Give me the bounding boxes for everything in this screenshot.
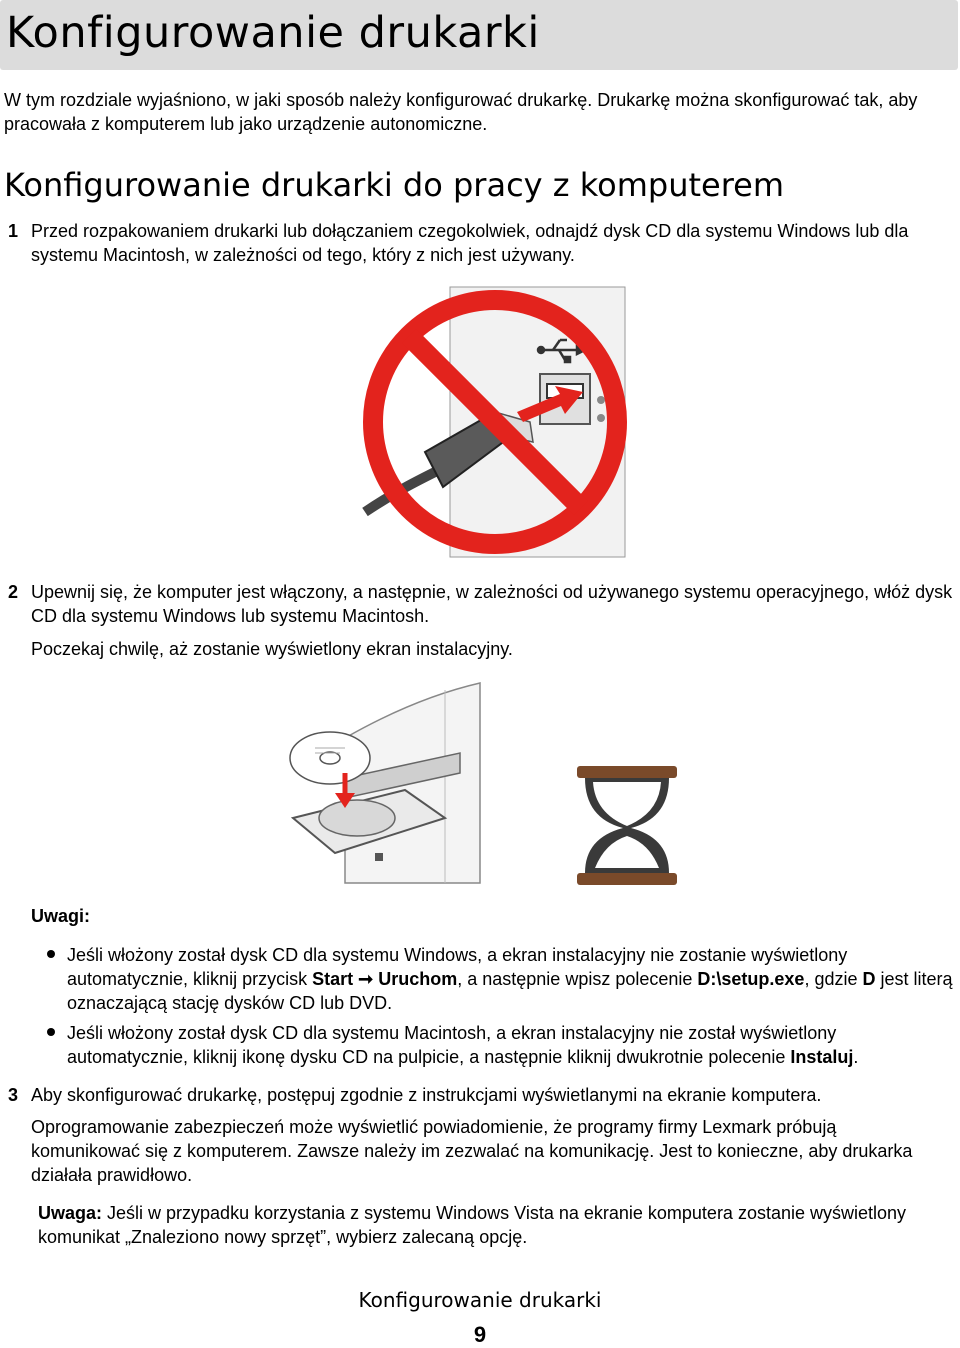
step-2-text: Upewnij się, że komputer jest włączony, a następnie, w zależności od używanego systemu operacyjnego, włóż dysk CD dla systemu Windows lub systemu Macintosh. [31, 582, 953, 626]
final-note: Uwaga: Jeśli w przypadku korzystania z systemu Windows Vista na ekranie komputera zostanie wyświetlony komunikat „Znaleziono nowy sprzęt”, wybierz zalecaną opcję. [38, 1203, 907, 1247]
step-3-number: 3 [8, 1085, 19, 1105]
bullet-marker-2 [47, 1028, 55, 1036]
step-2-number: 2 [8, 582, 19, 602]
step-2-subtext: Poczekaj chwilę, aż zostanie wyświetlony ekran instalacyjny. [31, 639, 513, 659]
step-1-number: 1 [8, 221, 19, 241]
section-title: Konfigurowanie drukarki do pracy z komputerem [4, 166, 785, 204]
step-3-subtext: Oprogramowanie zabezpieczeń może wyświetlić powiadomienie, że programy firmy Lexmark próbują komunikować się z komputerem. Zawsze należy im zezwalać na komunikację. Jest to konieczne, aby drukarka działała prawidłowo. [31, 1117, 913, 1185]
insert-cd-illustration [285, 678, 705, 888]
step-1-text: Przed rozpakowaniem drukarki lub dołączaniem czegokolwiek, odnajdź dysk CD dla systemu Windows lub dla systemu Macintosh, w zależności od tego, który z nich jest używany. [31, 221, 909, 265]
notes-heading: Uwagi: [31, 906, 91, 926]
step-3-text: Aby skonfigurować drukarkę, postępuj zgodnie z instrukcjami wyświetlanymi na ekranie komputera. [31, 1085, 822, 1105]
note-bullet-2: Jeśli włożony został dysk CD dla systemu Macintosh, a ekran instalacyjny nie został wyświetlony automatycznie, kliknij ikonę dysku CD na pulpicie, a następnie kliknij dwukrotnie polecenie Instaluj. [67, 1023, 859, 1067]
bullet-marker-1 [47, 950, 55, 958]
page-title-bar [0, 0, 958, 70]
hourglass-icon [577, 766, 677, 885]
page-number: 9 [473, 1322, 487, 1347]
note-bullet-1: Jeśli włożony został dysk CD dla systemu Windows, a ekran instalacyjny nie zostanie wyświetlony automatycznie, kliknij przycisk Start ➞ Uruchom, a następnie wpisz polecenie D:\setup.exe, gdzie D jest literą oznaczającą stację dysków CD lub DVD. [67, 945, 953, 1013]
intro-paragraph: W tym rozdziale wyjaśniono, w jaki sposób należy konfigurować drukarkę. Drukarkę można skonfigurować tak, aby pracowała z komputerem lub jako urządzenie autonomiczne. [4, 90, 918, 134]
footer-title: Konfigurowanie drukarki [358, 1288, 602, 1312]
cd-disc-icon [290, 732, 370, 784]
no-usb-illustration [355, 282, 635, 562]
page-title: Konfigurowanie drukarki [6, 8, 540, 58]
